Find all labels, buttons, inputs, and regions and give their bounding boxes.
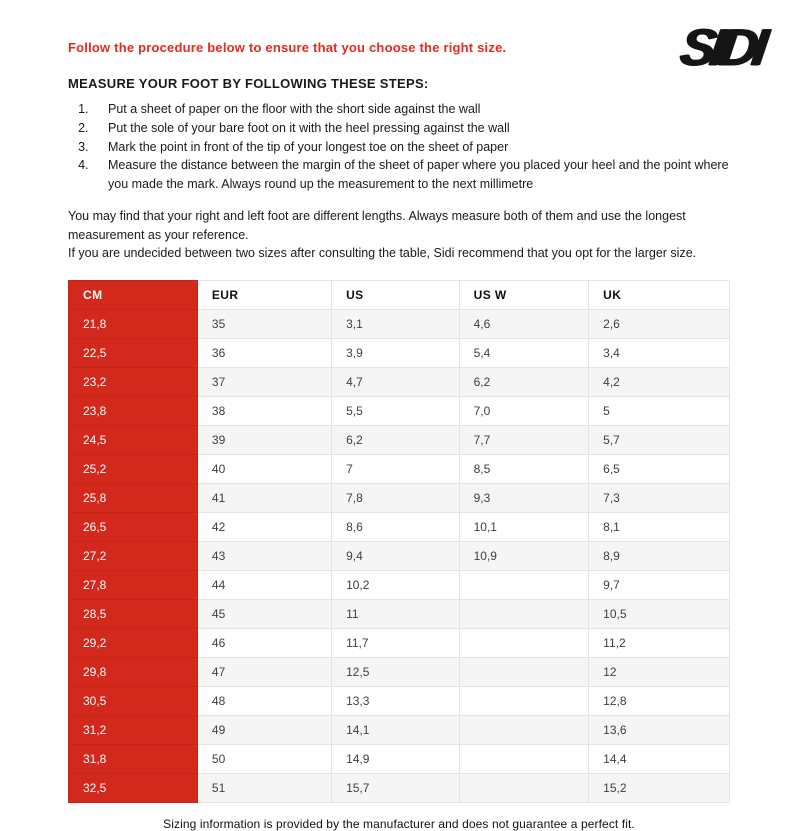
size-cell xyxy=(459,629,589,658)
size-cell: 9,7 xyxy=(589,571,730,600)
size-cell: 12,8 xyxy=(589,687,730,716)
size-cell: 7,7 xyxy=(459,426,589,455)
step-item: 2. Put the sole of your bare foot on it with the heel pressing against the wall xyxy=(92,119,730,138)
table-row xyxy=(69,716,730,745)
size-cell-cm: 31,2 xyxy=(69,716,198,745)
table-row xyxy=(69,600,730,629)
size-cell: 46 xyxy=(197,629,331,658)
size-cell: 7,3 xyxy=(589,484,730,513)
steps-heading: MEASURE YOUR FOOT BY FOLLOWING THESE STEPS: xyxy=(68,76,429,91)
table-row xyxy=(69,658,730,687)
size-cell: 43 xyxy=(197,542,331,571)
size-cell xyxy=(459,716,589,745)
table-row xyxy=(69,455,730,484)
size-cell: 3,1 xyxy=(332,310,460,339)
size-cell-cm: 25,2 xyxy=(69,455,198,484)
size-cell-cm: 29,2 xyxy=(69,629,198,658)
size-cell: 38 xyxy=(197,397,331,426)
table-row xyxy=(69,397,730,426)
size-cell: 7,0 xyxy=(459,397,589,426)
size-cell: 49 xyxy=(197,716,331,745)
table-row xyxy=(69,310,730,339)
size-cell-cm: 24,5 xyxy=(69,426,198,455)
size-cell: 11 xyxy=(332,600,460,629)
footer-disclaimer: Sizing information is provided by the manufacturer and does not guarantee a perfect fit. xyxy=(163,817,635,831)
size-cell: 3,9 xyxy=(332,339,460,368)
size-cell xyxy=(459,745,589,774)
column-header-eur: EUR xyxy=(197,281,331,310)
size-cell: 10,1 xyxy=(459,513,589,542)
table-row xyxy=(69,745,730,774)
size-cell: 36 xyxy=(197,339,331,368)
size-cell-cm: 32,5 xyxy=(69,774,198,803)
size-cell-cm: 25,8 xyxy=(69,484,198,513)
intro-note: Follow the procedure below to ensure that you choose the right size. xyxy=(68,40,507,55)
size-cell: 11,2 xyxy=(589,629,730,658)
column-header-uk: UK xyxy=(589,281,730,310)
size-cell: 14,9 xyxy=(332,745,460,774)
size-cell: 14,4 xyxy=(589,745,730,774)
size-cell: 3,4 xyxy=(589,339,730,368)
size-cell xyxy=(459,571,589,600)
size-cell-cm: 28,5 xyxy=(69,600,198,629)
size-cell: 8,9 xyxy=(589,542,730,571)
size-cell-cm: 23,2 xyxy=(69,368,198,397)
size-cell: 40 xyxy=(197,455,331,484)
size-cell-cm: 23,8 xyxy=(69,397,198,426)
size-cell: 5,7 xyxy=(589,426,730,455)
size-cell-cm: 22,5 xyxy=(69,339,198,368)
steps-list xyxy=(68,100,730,194)
sidi-logo: SIDI xyxy=(676,19,767,77)
size-cell: 37 xyxy=(197,368,331,397)
notes-block xyxy=(68,207,730,263)
size-cell: 9,3 xyxy=(459,484,589,513)
column-header-cm: CM xyxy=(69,281,198,310)
size-table xyxy=(68,280,730,803)
size-cell: 50 xyxy=(197,745,331,774)
column-header-us: US xyxy=(332,281,460,310)
size-cell: 5 xyxy=(589,397,730,426)
table-row xyxy=(69,339,730,368)
table-row xyxy=(69,484,730,513)
size-cell: 9,4 xyxy=(332,542,460,571)
size-cell: 14,1 xyxy=(332,716,460,745)
size-cell: 15,2 xyxy=(589,774,730,803)
table-row xyxy=(69,513,730,542)
size-cell: 47 xyxy=(197,658,331,687)
size-cell: 10,2 xyxy=(332,571,460,600)
size-cell: 39 xyxy=(197,426,331,455)
size-cell: 42 xyxy=(197,513,331,542)
table-row xyxy=(69,542,730,571)
size-cell: 2,6 xyxy=(589,310,730,339)
size-cell: 5,5 xyxy=(332,397,460,426)
size-table-header-row xyxy=(69,281,730,310)
size-cell: 51 xyxy=(197,774,331,803)
size-cell: 12,5 xyxy=(332,658,460,687)
note-larger-size: If you are undecided between two sizes after consulting the table, Sidi recommend that you opt for the larger size. xyxy=(68,246,697,261)
table-row xyxy=(69,774,730,803)
size-cell: 6,2 xyxy=(459,368,589,397)
column-header-us-w: US W xyxy=(459,281,589,310)
size-cell-cm: 26,5 xyxy=(69,513,198,542)
step-item: 3. Mark the point in front of the tip of your longest toe on the sheet of paper xyxy=(92,138,730,157)
size-cell: 7,8 xyxy=(332,484,460,513)
size-cell: 8,1 xyxy=(589,513,730,542)
table-row xyxy=(69,426,730,455)
size-cell: 4,2 xyxy=(589,368,730,397)
size-cell xyxy=(459,774,589,803)
table-row xyxy=(69,368,730,397)
size-cell: 7 xyxy=(332,455,460,484)
size-cell: 13,3 xyxy=(332,687,460,716)
size-cell: 6,2 xyxy=(332,426,460,455)
size-cell: 13,6 xyxy=(589,716,730,745)
size-cell-cm: 27,8 xyxy=(69,571,198,600)
size-cell: 45 xyxy=(197,600,331,629)
size-cell xyxy=(459,687,589,716)
size-cell xyxy=(459,658,589,687)
size-cell-cm: 29,8 xyxy=(69,658,198,687)
size-cell-cm: 30,5 xyxy=(69,687,198,716)
size-cell-cm: 31,8 xyxy=(69,745,198,774)
table-row xyxy=(69,571,730,600)
size-guide-page xyxy=(68,0,730,831)
size-cell: 10,5 xyxy=(589,600,730,629)
size-cell: 4,7 xyxy=(332,368,460,397)
size-cell: 44 xyxy=(197,571,331,600)
step-item: 1. Put a sheet of paper on the floor with the short side against the wall xyxy=(92,100,730,119)
size-cell: 11,7 xyxy=(332,629,460,658)
size-cell xyxy=(459,600,589,629)
size-cell: 6,5 xyxy=(589,455,730,484)
table-row xyxy=(69,687,730,716)
size-cell: 12 xyxy=(589,658,730,687)
size-cell: 5,4 xyxy=(459,339,589,368)
size-cell: 10,9 xyxy=(459,542,589,571)
size-cell: 48 xyxy=(197,687,331,716)
table-row xyxy=(69,629,730,658)
size-cell: 8,5 xyxy=(459,455,589,484)
step-item: 4. Measure the distance between the margin of the sheet of paper where you placed your heel and the point where you made the mark. Always round up the measurement to the next millimetre xyxy=(92,156,730,194)
size-cell: 15,7 xyxy=(332,774,460,803)
size-cell: 8,6 xyxy=(332,513,460,542)
size-cell: 4,6 xyxy=(459,310,589,339)
size-cell: 35 xyxy=(197,310,331,339)
size-cell-cm: 21,8 xyxy=(69,310,198,339)
size-cell-cm: 27,2 xyxy=(69,542,198,571)
size-cell: 41 xyxy=(197,484,331,513)
note-measure-both: You may find that your right and left foot are different lengths. Always measure both of them and use the longest measurement as your reference. xyxy=(68,208,686,242)
